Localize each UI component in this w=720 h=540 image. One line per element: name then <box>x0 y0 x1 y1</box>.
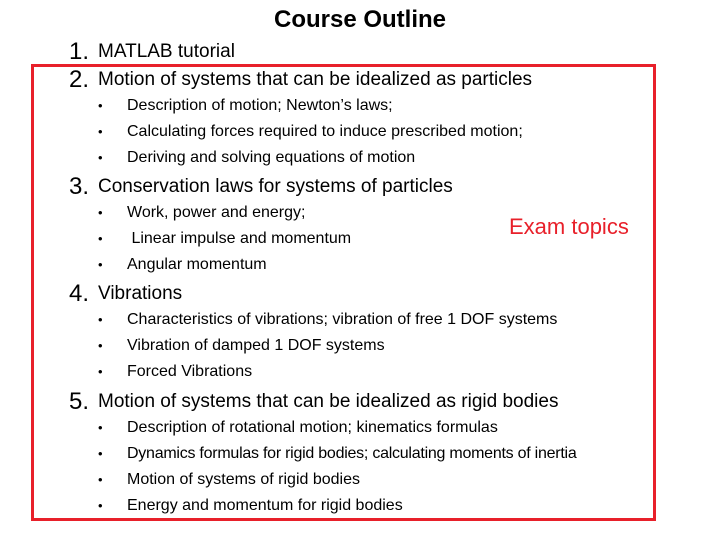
item-number: 5. <box>68 388 89 415</box>
item-label-particles: Motion of systems that can be idealized as particles <box>98 69 533 90</box>
sub-item: Dynamics formulas for rigid bodies; calculating moments of inertia <box>127 445 577 462</box>
sub-item: Energy and momentum for rigid bodies <box>127 497 403 514</box>
item-label-matlab: MATLAB tutorial <box>98 41 235 62</box>
bullet-icon: • <box>98 124 103 139</box>
sub-item: Description of rotational motion; kinematics formulas <box>127 419 498 436</box>
bullet-icon: • <box>98 150 103 165</box>
item-label-conservation: Conservation laws for systems of particles <box>98 176 453 197</box>
sub-item: Deriving and solving equations of motion <box>127 149 416 166</box>
bullet-icon: • <box>98 98 103 113</box>
bullet-icon: • <box>98 498 103 513</box>
item-number: 1. <box>68 38 89 65</box>
exam-topics-callout: Exam topics <box>509 214 629 239</box>
sub-item: Angular momentum <box>127 256 267 273</box>
item-label-rigid-bodies: Motion of systems that can be idealized as rigid bodies <box>98 391 559 412</box>
sub-item: Forced Vibrations <box>127 363 253 380</box>
bullet-icon: • <box>98 231 103 246</box>
bullet-icon: • <box>98 472 103 487</box>
bullet-icon: • <box>98 338 103 353</box>
bullet-icon: • <box>98 420 103 435</box>
bullet-icon: • <box>98 364 103 379</box>
sub-item: Work, power and energy; <box>127 204 306 221</box>
item-number: 3. <box>68 173 89 200</box>
sub-item: Characteristics of vibrations; vibration of free 1 DOF systems <box>127 311 558 328</box>
bullet-icon: • <box>98 312 103 327</box>
bullet-icon: • <box>98 446 103 461</box>
item-number: 2. <box>68 66 89 93</box>
item-label-vibrations: Vibrations <box>98 283 183 304</box>
bullet-icon: • <box>98 257 103 272</box>
sub-item: Description of motion; Newton’s laws; <box>127 97 393 114</box>
sub-item: Linear impulse and momentum <box>127 230 352 247</box>
sub-item: Vibration of damped 1 DOF systems <box>127 337 385 354</box>
bullet-icon: • <box>98 205 103 220</box>
sub-item: Calculating forces required to induce prescribed motion; <box>127 123 523 140</box>
item-number: 4. <box>68 280 89 307</box>
page-title: Course Outline <box>273 6 447 33</box>
sub-item: Motion of systems of rigid bodies <box>127 471 360 488</box>
